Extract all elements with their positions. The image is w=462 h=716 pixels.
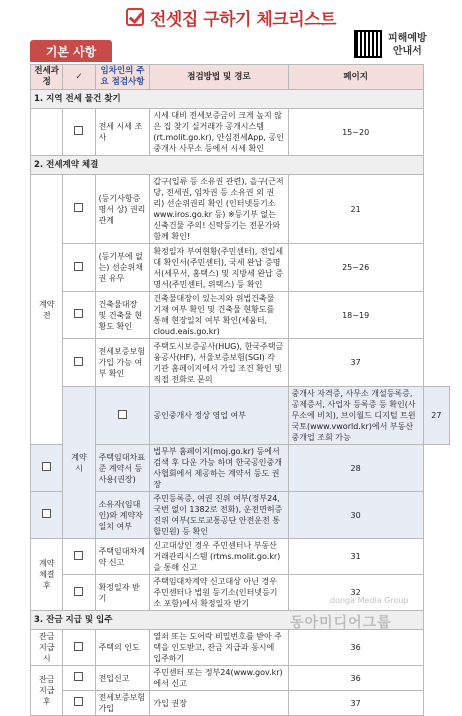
header-method: 점검방법 및 경로: [150, 65, 288, 90]
table-row: [31, 691, 450, 716]
row-item: 전입신고: [95, 666, 150, 691]
row-checkbox[interactable]: [74, 642, 83, 651]
qr-label: [388, 32, 427, 58]
section-row: [31, 156, 450, 175]
row-checkbox[interactable]: [74, 309, 83, 318]
row-checkbox[interactable]: [74, 357, 83, 366]
row-method: 주민센터 또는 정부24(www.gov.kr)에서 신고: [150, 666, 288, 691]
row-method: 확정일자 부여현황(주민센터), 전입세대 확인서(주민센터), 국세 완납 증명서(세무서, 홈택스) 및 지방세 완납 증명서(주민센터, 위택스) 등 확인: [150, 244, 288, 292]
row-method: 갑구(입류 등 소유권 관련), 을구(근저당, 전세권, 임차권 등 소유권 외 권리) 선순위권리 확인 (인터넷등기소 www.iros.go.kr 등) ※등기부 없는 신축건물 주의! 신탁등기는 전문가와 함께 확인!: [150, 175, 288, 244]
row-page: 28: [288, 445, 423, 492]
row-page: 36: [288, 630, 423, 666]
row-item: (등기부에 없는) 선순위채권 유무: [95, 244, 150, 292]
section-title: 3. 잔금 지급 및 입주: [31, 611, 424, 630]
row-page: 36: [288, 666, 423, 691]
qr-label-line1: 피해예방: [388, 33, 427, 44]
table-header-row: [31, 65, 450, 90]
stage-pre: 계약 전: [31, 175, 63, 445]
stage-during: 계약 시: [63, 387, 95, 539]
row-checkbox[interactable]: [74, 697, 83, 706]
row-checkbox[interactable]: [42, 509, 51, 518]
row-checkbox[interactable]: [118, 410, 127, 419]
checkbox-check-icon: [126, 8, 144, 26]
row-method: 신고대상인 경우 주민센터나 부동산거래관리시스템 (rtms.molit.go.kr)을 통해 신고: [150, 539, 288, 575]
row-page: 31: [288, 539, 423, 575]
row-checkbox[interactable]: [74, 587, 83, 596]
row-method: 시세 대비 전세보증금이 크게 높지 않은 집 찾기 실거래가 공개시스템(rt.molit.go.kr), 안심전세App, 공인중개사 사무소 등에서 시세 확인: [150, 109, 288, 156]
stage-balance-after: 잔금 지급 후: [31, 666, 63, 716]
table-row: [31, 539, 450, 575]
row-item: 전세보증보험 가입 가능 여부 확인: [95, 339, 150, 387]
table-row: [31, 630, 450, 666]
table-row: [31, 244, 450, 292]
row-method: 주택도시보증공사(HUG), 한국주택금융공사(HF), 서울보증보험(SGI) 각 기관 홈페이지에서 가입 조건 확인 및 직접 전화로 문의: [150, 339, 288, 387]
row-method: 주택임대차계약 신고대상 아닌 경우 주민센터나 법원 등기소(인터넷등기소 포함)에서 확정일자 받기: [150, 575, 288, 611]
table-row: [31, 292, 450, 339]
row-item: 주택의 인도: [95, 630, 150, 666]
row-item: 건축물대장 및 건축물 현황도 확인: [95, 292, 150, 339]
header-page: 페이지: [288, 65, 423, 90]
row-method: 법무부 홈페이지(moj.go.kr) 등에서 검색 후 다운 가능 하며 한국공인중개사협회에서 제공하는 계약서 등도 권장: [150, 445, 288, 492]
row-page: 21: [288, 175, 423, 244]
watermark-small: donga Media Group: [330, 596, 409, 605]
row-checkbox[interactable]: [42, 462, 51, 471]
row-checkbox[interactable]: [74, 262, 83, 271]
row-page: 25~26: [288, 244, 423, 292]
qr-label-line2: 안내서: [392, 46, 422, 57]
table-row: [31, 387, 450, 445]
row-item: 전세 시세 조사: [95, 109, 150, 156]
row-item: 전세보증보험 가입: [95, 691, 150, 716]
header-check: ✓: [63, 65, 95, 90]
qr-code-icon[interactable]: [354, 30, 382, 58]
table-row: [31, 339, 450, 387]
table-row: [31, 109, 450, 156]
row-checkbox[interactable]: [74, 672, 83, 681]
table-row: [31, 666, 450, 691]
section-tab: 기본 사항: [30, 40, 112, 62]
row-checkbox[interactable]: [74, 551, 83, 560]
table-row: [31, 175, 450, 244]
row-method: 가입 권장: [150, 691, 288, 716]
row-method: 중개사 자격증, 사무소 개설등록증, 공제증서, 사업자 등록증 등 확인(사무소에 비치), 브이월드 디지털 트윈 국토(www.vworld.kr)에서 부동산중개업 조회 가능: [288, 387, 423, 445]
title-bar: [0, 0, 462, 34]
row-method: 건축물대장이 있는지와 위법건축물 기재 여부 확인 및 건축물 현황도를 통해 현장일치 여부 확인(세움터, cloud.eais.go.kr): [150, 292, 288, 339]
section-row: [31, 90, 450, 109]
row-item: 소유자(임대인)와 계약자 일치 여부: [95, 492, 150, 539]
row-item: (등기사항증명서 상) 권리관계: [95, 175, 150, 244]
row-page: 18~19: [288, 292, 423, 339]
section-title: 2. 전세계약 체결: [31, 156, 424, 175]
header-item: 임차인의 주요 점검사항: [95, 65, 150, 90]
row-checkbox[interactable]: [74, 203, 83, 212]
row-page: 30: [288, 492, 423, 539]
stage-after: 계약 체결 후: [31, 539, 63, 611]
watermark: 동아미디어그룹: [290, 615, 392, 631]
row-checkbox[interactable]: [74, 126, 83, 135]
page-title: 전셋집 구하기 체크리스트: [150, 9, 336, 30]
row-method: 열쇠 또는 도어락 비밀번호를 받아 주택을 인도받고, 잔금 지급과 동시에 입주하기: [150, 630, 288, 666]
row-item: 주택임대차표준 계약서 등 사용(권장): [95, 445, 150, 492]
row-page: 15~20: [288, 109, 423, 156]
row-page: 37: [288, 691, 423, 716]
row-item: 주택임대차계약 신고: [95, 539, 150, 575]
row-page: 37: [288, 339, 423, 387]
section-title: 1. 지역 전세 물건 찾기: [31, 90, 424, 109]
row-item: 확정일자 받기: [95, 575, 150, 611]
header-stage: 전세과정: [31, 65, 63, 90]
table-row: [31, 575, 450, 611]
row-page: 27: [423, 387, 449, 445]
row-page: 32: [288, 575, 423, 611]
stage-balance: 잔금 지급 시: [31, 630, 63, 666]
row-item: 공인중개사 정상 영업 여부: [150, 387, 288, 445]
row-method: 주민등록증, 여권 진위 여부(정부24, 국번 없이 1382로 전화), 운전면허증 진위 여부(도로교통공단 안전운전 통합민원) 등 확인: [150, 492, 288, 539]
